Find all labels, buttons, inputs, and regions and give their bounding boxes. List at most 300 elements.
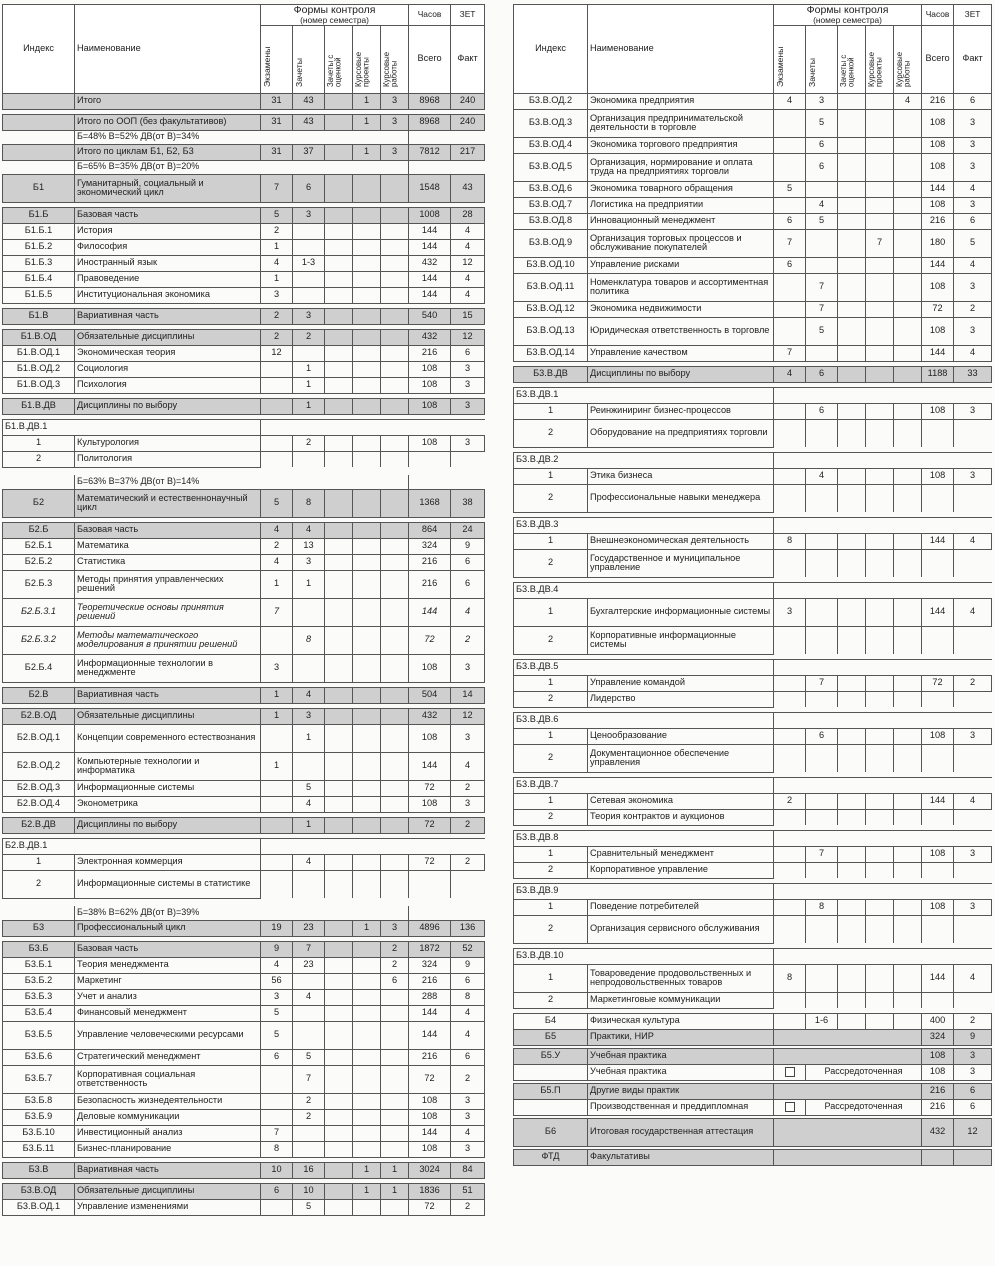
row-index: Б3.В.ОД.2 <box>514 93 588 109</box>
header-total: Всего <box>922 25 954 93</box>
row-projects <box>866 964 894 992</box>
row-exams <box>261 1093 293 1109</box>
row-projects <box>866 809 894 825</box>
row-exams <box>261 1065 293 1093</box>
row-projects <box>866 793 894 809</box>
row-index: 2 <box>3 451 75 467</box>
row-credits: 2 <box>293 1093 325 1109</box>
ratio-note: Б=38% В=62% ДВ(от В)=39% <box>75 906 409 920</box>
row-zet: 3 <box>954 197 992 213</box>
row-hours <box>922 484 954 512</box>
row-works <box>894 899 922 915</box>
row-hours <box>922 419 954 447</box>
header-forms-title: Формы контроля <box>293 4 376 16</box>
row-zet: 3 <box>954 273 992 301</box>
row-graded <box>838 744 866 772</box>
row-credits <box>293 1141 325 1157</box>
row-graded <box>838 345 866 361</box>
row-graded <box>325 780 353 796</box>
curriculum-row <box>514 598 992 626</box>
row-name: Бухгалтерские информационные системы <box>588 598 774 626</box>
row-credits <box>806 181 838 197</box>
header-name: Наименование <box>75 5 261 94</box>
row-hours: 504 <box>409 687 451 703</box>
practice-checkbox[interactable] <box>774 1064 806 1080</box>
row-hours: 108 <box>409 377 451 393</box>
row-zet: 5 <box>954 229 992 257</box>
row-index: Б3.Б.10 <box>3 1125 75 1141</box>
row-credits: 1-6 <box>806 1013 838 1029</box>
row-exams: 1 <box>261 239 293 255</box>
row-works: 2 <box>381 941 409 957</box>
row-graded <box>325 817 353 833</box>
row-credits: 4 <box>293 522 325 538</box>
row-zet <box>954 992 992 1008</box>
row-projects <box>353 1141 381 1157</box>
row-name: Товароведение продовольственных и непродовольственных товаров <box>588 964 774 992</box>
header-projects: Курсовые проекты <box>866 25 894 93</box>
row-hours: 72 <box>409 854 451 870</box>
header-graded: Зачеты с оценкой <box>838 25 866 93</box>
row-works <box>894 964 922 992</box>
header-projects: Курсовые проекты <box>353 25 381 93</box>
checkbox-icon[interactable] <box>785 1102 795 1112</box>
curriculum-row <box>514 1149 992 1165</box>
row-projects <box>866 549 894 577</box>
row-zet: 217 <box>451 144 485 160</box>
row-index: Б3.Б.8 <box>3 1093 75 1109</box>
row-hours: 108 <box>409 1141 451 1157</box>
row-index <box>3 144 75 160</box>
curriculum-row <box>3 780 485 796</box>
row-credits <box>806 229 838 257</box>
row-hours: 144 <box>409 287 451 303</box>
elective-group-row <box>514 712 992 728</box>
row-forms-merged <box>774 1048 922 1064</box>
row-projects <box>353 255 381 271</box>
header-fact: Факт <box>954 25 992 93</box>
row-hours: 108 <box>922 403 954 419</box>
right-curriculum-table <box>513 4 992 1166</box>
row-works <box>894 1013 922 1029</box>
curriculum-row <box>3 345 485 361</box>
row-index: 1 <box>514 899 588 915</box>
row-index: Б3.В.ОД.6 <box>514 181 588 197</box>
row-graded <box>325 144 353 160</box>
row-works <box>894 484 922 512</box>
ratio-note-row <box>3 130 485 144</box>
elective-group-code: Б3.В.ДВ.10 <box>514 948 774 964</box>
row-zet: 3 <box>451 377 485 393</box>
row-zet: 2 <box>451 626 485 654</box>
row-index: 2 <box>514 915 588 943</box>
row-zet: 3 <box>451 796 485 812</box>
curriculum-row <box>3 1109 485 1125</box>
row-works <box>381 451 409 467</box>
curriculum-row <box>3 435 485 451</box>
row-index: Б3.Б.2 <box>3 973 75 989</box>
row-graded <box>838 419 866 447</box>
row-graded <box>838 366 866 382</box>
row-credits: 4 <box>806 197 838 213</box>
row-works <box>894 419 922 447</box>
curriculum-row <box>3 989 485 1005</box>
row-name: Внешнеэкономическая деятельность <box>588 533 774 549</box>
row-exams <box>261 626 293 654</box>
curriculum-row <box>3 329 485 345</box>
row-name: Учет и анализ <box>75 989 261 1005</box>
row-credits: 3 <box>293 308 325 324</box>
curriculum-row <box>514 301 992 317</box>
curriculum-row <box>514 213 992 229</box>
row-zet: 2 <box>954 301 992 317</box>
row-zet: 6 <box>451 973 485 989</box>
row-graded <box>325 1141 353 1157</box>
curriculum-row <box>514 862 992 878</box>
row-graded <box>325 870 353 898</box>
practice-checkbox[interactable] <box>774 1099 806 1115</box>
row-hours <box>922 691 954 707</box>
row-index: Б3.В.ОД.13 <box>514 317 588 345</box>
row-credits: 23 <box>293 957 325 973</box>
row-name: Математика <box>75 538 261 554</box>
row-name: Иностранный язык <box>75 255 261 271</box>
row-index <box>3 114 75 130</box>
row-credits <box>806 862 838 878</box>
row-exams: 3 <box>261 989 293 1005</box>
row-exams: 6 <box>774 213 806 229</box>
row-hours: 4896 <box>409 920 451 936</box>
row-zet: 33 <box>954 366 992 382</box>
row-exams: 2 <box>261 538 293 554</box>
row-name: Психология <box>75 377 261 393</box>
row-index: Б1.В.ОД.1 <box>3 345 75 361</box>
row-credits <box>806 626 838 654</box>
row-index <box>514 1064 588 1080</box>
row-works <box>381 687 409 703</box>
row-exams <box>774 109 806 137</box>
row-index: Б3.Б.7 <box>3 1065 75 1093</box>
row-projects <box>353 941 381 957</box>
row-exams: 7 <box>261 174 293 202</box>
row-hours: 144 <box>922 964 954 992</box>
row-exams <box>261 854 293 870</box>
row-name: Концепции современного естествознания <box>75 724 261 752</box>
row-credits <box>293 1125 325 1141</box>
row-projects <box>353 207 381 223</box>
row-graded <box>838 301 866 317</box>
curriculum-row <box>3 1093 485 1109</box>
row-graded <box>325 626 353 654</box>
row-zet: 3 <box>451 1109 485 1125</box>
row-projects <box>353 174 381 202</box>
row-zet: 3 <box>954 899 992 915</box>
row-name: Эконометрика <box>75 796 261 812</box>
row-index: Б3.В.ДВ <box>514 366 588 382</box>
row-graded <box>838 809 866 825</box>
checkbox-icon[interactable] <box>785 1067 795 1077</box>
row-graded <box>838 137 866 153</box>
curriculum-row <box>514 1029 992 1045</box>
row-exams: 1 <box>261 708 293 724</box>
row-name: Вариативная часть <box>75 687 261 703</box>
curriculum-row <box>514 675 992 691</box>
curriculum-row <box>3 724 485 752</box>
row-graded <box>838 484 866 512</box>
row-index: Б4 <box>514 1013 588 1029</box>
row-works <box>381 570 409 598</box>
row-graded <box>838 846 866 862</box>
row-graded <box>325 1093 353 1109</box>
elective-group-row <box>514 830 992 846</box>
row-zet: 84 <box>451 1162 485 1178</box>
row-exams: 7 <box>261 598 293 626</box>
row-name: Информационные технологии в менеджменте <box>75 654 261 682</box>
row-credits: 2 <box>293 1109 325 1125</box>
row-credits <box>293 287 325 303</box>
row-projects <box>866 181 894 197</box>
row-zet: 4 <box>451 271 485 287</box>
row-name: Математический и естественнонаучный цикл <box>75 489 261 517</box>
row-graded <box>325 308 353 324</box>
row-zet: 4 <box>451 1125 485 1141</box>
row-exams <box>261 398 293 414</box>
row-zet: 2 <box>451 1065 485 1093</box>
row-hours <box>922 626 954 654</box>
row-projects <box>866 301 894 317</box>
row-index: Б5.У <box>514 1048 588 1064</box>
curriculum-row <box>3 554 485 570</box>
row-exams: 8 <box>261 1141 293 1157</box>
row-exams: 4 <box>261 957 293 973</box>
row-name: Базовая часть <box>75 941 261 957</box>
row-works: 1 <box>381 1183 409 1199</box>
row-projects <box>866 257 894 273</box>
row-works <box>894 137 922 153</box>
row-projects <box>353 708 381 724</box>
row-zet: 136 <box>451 920 485 936</box>
row-exams: 5 <box>261 489 293 517</box>
row-exams <box>774 992 806 1008</box>
row-credits <box>806 598 838 626</box>
curriculum-row <box>3 854 485 870</box>
row-index: Б2 <box>3 489 75 517</box>
row-exams: 1 <box>261 687 293 703</box>
curriculum-row <box>3 1125 485 1141</box>
elective-group-code: Б3.В.ДВ.5 <box>514 659 774 675</box>
row-exams: 5 <box>261 1005 293 1021</box>
row-exams: 5 <box>261 1021 293 1049</box>
row-index: 2 <box>514 744 588 772</box>
row-credits: 37 <box>293 144 325 160</box>
row-index: 1 <box>514 403 588 419</box>
curriculum-row <box>514 197 992 213</box>
row-graded <box>325 957 353 973</box>
row-graded <box>325 1005 353 1021</box>
row-credits: 1 <box>293 570 325 598</box>
row-projects <box>353 626 381 654</box>
row-name: Компьютерные технологии и информатика <box>75 752 261 780</box>
ratio-note: Б=65% В=35% ДВ(от В)=20% <box>75 160 409 174</box>
row-name: Поведение потребителей <box>588 899 774 915</box>
row-index: 2 <box>514 809 588 825</box>
row-index: Б2.Б.2 <box>3 554 75 570</box>
row-works <box>381 1141 409 1157</box>
row-graded <box>325 1162 353 1178</box>
row-works <box>381 780 409 796</box>
curriculum-row <box>514 109 992 137</box>
row-graded <box>325 255 353 271</box>
row-projects <box>866 533 894 549</box>
curriculum-row <box>514 728 992 744</box>
row-name: Экономика торгового предприятия <box>588 137 774 153</box>
row-exams <box>774 153 806 181</box>
header-exams: Экзамены <box>261 25 293 93</box>
row-graded <box>325 1065 353 1093</box>
row-hours: 144 <box>922 345 954 361</box>
row-exams: 4 <box>261 255 293 271</box>
row-exams <box>774 899 806 915</box>
row-credits: 1 <box>293 398 325 414</box>
row-zet: 4 <box>954 345 992 361</box>
curriculum-row <box>3 941 485 957</box>
row-name: Инновационный менеджмент <box>588 213 774 229</box>
ratio-note: Б=48% В=52% ДВ(от В)=34% <box>75 130 409 144</box>
curriculum-row <box>3 870 485 898</box>
row-projects <box>866 317 894 345</box>
curriculum-row <box>514 93 992 109</box>
row-credits <box>293 223 325 239</box>
curriculum-row <box>3 361 485 377</box>
row-name: Методы математического моделирования в принятии решений <box>75 626 261 654</box>
row-zet: 3 <box>451 398 485 414</box>
row-graded <box>325 93 353 109</box>
row-zet: 4 <box>954 257 992 273</box>
row-works: 1 <box>381 1162 409 1178</box>
row-index: Б3.В.ОД.5 <box>514 153 588 181</box>
row-projects <box>353 451 381 467</box>
row-projects <box>866 862 894 878</box>
elective-group-row <box>514 948 992 964</box>
row-credits <box>806 257 838 273</box>
curriculum-row <box>3 1049 485 1065</box>
row-name: Методы принятия управленческих решений <box>75 570 261 598</box>
row-index: Б3 <box>3 920 75 936</box>
curriculum-row <box>514 366 992 382</box>
row-name: Номенклатура товаров и ассортиментная политика <box>588 273 774 301</box>
row-works <box>894 626 922 654</box>
header-index: Индекс <box>514 5 588 94</box>
row-projects <box>866 915 894 943</box>
curriculum-row <box>3 1183 485 1199</box>
row-projects <box>866 273 894 301</box>
row-index: Б1.Б <box>3 207 75 223</box>
row-zet: 2 <box>954 675 992 691</box>
row-graded <box>325 1021 353 1049</box>
header-zet: ЗЕТ <box>451 5 485 26</box>
row-exams: 1 <box>261 271 293 287</box>
row-exams: 31 <box>261 144 293 160</box>
row-hours: 432 <box>409 329 451 345</box>
curriculum-row <box>514 964 992 992</box>
row-index: Б2.Б.4 <box>3 654 75 682</box>
row-projects <box>866 345 894 361</box>
row-credits <box>293 654 325 682</box>
row-index: Б3.В.ОД.14 <box>514 345 588 361</box>
row-graded <box>325 345 353 361</box>
row-index: 2 <box>514 549 588 577</box>
row-zet <box>954 626 992 654</box>
row-index: ФТД <box>514 1149 588 1165</box>
row-works <box>894 728 922 744</box>
row-projects <box>866 598 894 626</box>
row-zet: 3 <box>954 403 992 419</box>
row-works <box>381 361 409 377</box>
row-exams <box>261 1109 293 1125</box>
row-name: Дисциплины по выбору <box>75 817 261 833</box>
row-projects <box>353 538 381 554</box>
row-projects <box>353 817 381 833</box>
row-name: Государственное и муниципальное управление <box>588 549 774 577</box>
row-works <box>894 257 922 273</box>
row-works <box>894 992 922 1008</box>
curriculum-row <box>514 273 992 301</box>
row-credits: 7 <box>293 1065 325 1093</box>
row-exams <box>261 724 293 752</box>
row-index: Б3.Б.1 <box>3 957 75 973</box>
row-index: Б3.В.ОД.4 <box>514 137 588 153</box>
row-credits: 16 <box>293 1162 325 1178</box>
row-graded <box>325 207 353 223</box>
row-hours <box>409 870 451 898</box>
row-works <box>381 817 409 833</box>
row-credits: 43 <box>293 114 325 130</box>
row-zet <box>954 484 992 512</box>
row-exams: 8 <box>774 533 806 549</box>
row-graded <box>838 197 866 213</box>
header-forms-sub: (номер семестра) <box>300 14 369 25</box>
row-hours: 1836 <box>409 1183 451 1199</box>
row-index: 1 <box>514 964 588 992</box>
row-graded <box>325 1109 353 1125</box>
row-projects <box>866 899 894 915</box>
row-credits <box>806 345 838 361</box>
row-credits: 4 <box>293 687 325 703</box>
row-name: Управление рисками <box>588 257 774 273</box>
elective-group-row <box>3 838 485 854</box>
row-exams <box>774 915 806 943</box>
row-zet: 3 <box>954 846 992 862</box>
row-name: Маркетинг <box>75 973 261 989</box>
elective-group-row <box>514 452 992 468</box>
row-projects <box>353 1199 381 1215</box>
row-graded <box>325 941 353 957</box>
row-projects <box>353 522 381 538</box>
row-credits: 7 <box>806 273 838 301</box>
row-works <box>894 533 922 549</box>
row-name: Физическая культура <box>588 1013 774 1029</box>
left-curriculum-panel <box>2 4 484 1216</box>
curriculum-row <box>3 239 485 255</box>
row-exams: 4 <box>261 554 293 570</box>
row-zet <box>451 451 485 467</box>
header-exams: Экзамены <box>774 25 806 93</box>
row-projects: 1 <box>353 93 381 109</box>
curriculum-row <box>3 451 485 467</box>
row-zet: 3 <box>954 317 992 345</box>
row-graded <box>838 403 866 419</box>
row-graded <box>325 451 353 467</box>
